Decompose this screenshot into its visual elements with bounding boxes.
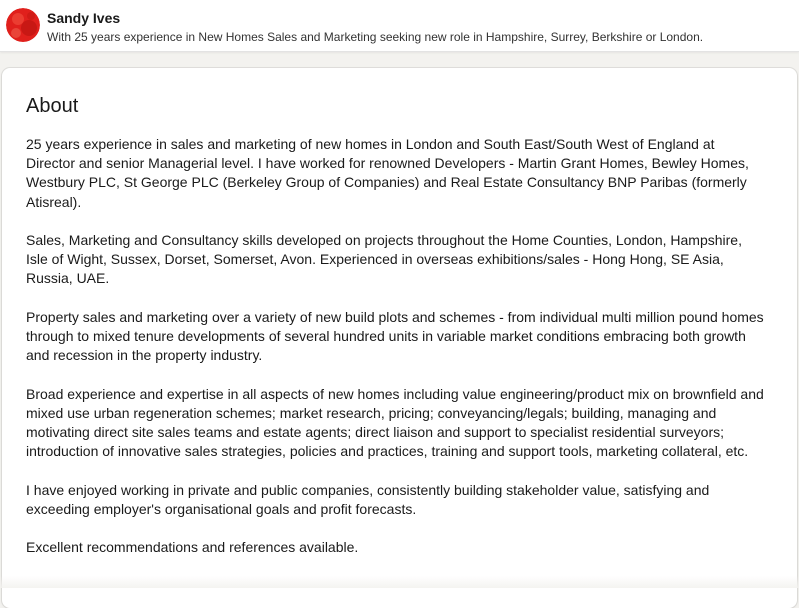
about-section <box>2 68 797 608</box>
avatar[interactable] <box>6 8 40 42</box>
about-paragraph: Sales, Marketing and Consultancy skills developed on projects throughout the Home Counties, London, Hampshire, Isle of Wight, Sussex, Dorset, Somerset, Avon. Experienced in overseas exhibitions/sales - Hong Hong, SE Asia, Russia, UAE. <box>26 232 742 287</box>
about-paragraph: 25 years experience in sales and marketing of new homes in London and South East/South West of England at Director and senior Managerial level. I have worked for renowned Developers - Martin Grant Homes, Bewley Homes, Westbury PLC, St George PLC (Berkeley Group of Companies) and Real Estate Consultancy BNP Paribas (formerly Atisreal). <box>26 136 749 210</box>
about-paragraph: Property sales and marketing over a variety of new build plots and schemes - from individual multi million pound homes through to mixed tenure developments of several hundred units in variable market conditions embracing both growth and recession in the property industry. <box>26 308 764 364</box>
scroll-fade <box>0 576 799 588</box>
profile-sticky-header <box>0 0 799 52</box>
profile-headline: With 25 years experience in New Homes Sales and Marketing seeking new role in Hampshire, Surrey, Berkshire or London. <box>47 30 704 44</box>
about-title: About <box>26 95 79 117</box>
about-text <box>26 135 764 577</box>
about-paragraph: Broad experience and expertise in all aspects of new homes including value engineering/product mix on brownfield and mixed use urban regeneration schemes; market research, pricing; conveyancing/legals; building, managing and motivating direct site sales teams and estate agents; direct liaison and support to specialist residential surveyors; introduction of innovative sales strategies, policies and practices, training and support tools, marketing collateral, etc. <box>26 385 764 460</box>
avatar-image <box>6 8 40 42</box>
profile-name[interactable]: Sandy Ives <box>47 10 121 26</box>
about-paragraph: I have enjoyed working in private and public companies, consistently building stakeholder value, satisfying and exceeding employer's organisational goals and profit forecasts. <box>26 481 710 517</box>
about-paragraph: Excellent recommendations and references available. <box>26 539 359 556</box>
